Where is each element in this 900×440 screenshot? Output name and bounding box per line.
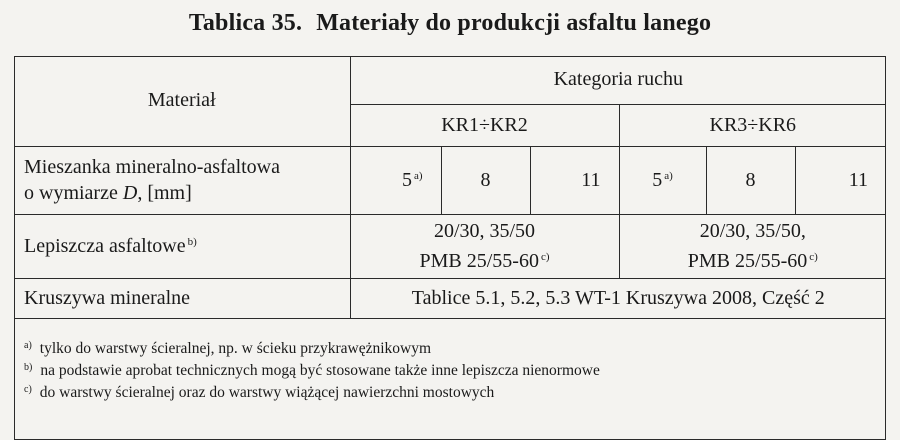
mix-label-var: D	[122, 182, 138, 204]
cell-g2-size-1: 5 $^{a)}$	[619, 146, 706, 214]
cell-g1-size-3: 11	[530, 146, 619, 214]
footnote-c: $^{c)}$ do warstwy ścieralnej oraz do warstwy wiążącej nawierzchni mostowych	[24, 384, 495, 401]
table-number: Tablica 35.	[188, 10, 303, 36]
footnote-ref-c: c)	[809, 251, 818, 263]
cell-binder-g1: 20/30, 35/50 PMB 25/55-60 $^{c)}$	[350, 214, 619, 278]
row-label-aggregate: Kruszywa mineralne	[14, 278, 350, 318]
footnote-ref-a: a)	[664, 169, 673, 182]
cell-g1-size-2: 8	[441, 146, 530, 214]
footnote-ref-c: c)	[540, 251, 550, 263]
cell-g1-size-1: 5 $^{a)}$	[350, 146, 441, 214]
materials-table	[14, 56, 886, 319]
table-title	[0, 10, 900, 37]
footnote-b: $^{b)}$ na podstawie aprobat technicznych mogą być stosowane także inne lepiszcza nienormowe	[24, 362, 600, 379]
mix-label-line1: Mieszanka mineralno-asfaltowa	[24, 156, 281, 178]
footnote-ref-a: a)	[413, 169, 423, 182]
footnote-a: $^{a)}$ tylko do warstwy ścieralnej, np. w ścieku przykrawężnikowym	[24, 340, 432, 357]
cell-g2-size-3: 11	[795, 146, 886, 214]
header-material: Materiał	[14, 56, 350, 146]
cell-binder-g2: 20/30, 35/50, PMB 25/55-60 $^{c)}$	[619, 214, 886, 278]
cell-g2-size-2: 8	[706, 146, 795, 214]
row-label-mix	[14, 146, 350, 214]
row-label-binder: Lepiszcza asfaltowe $^{b)}$	[14, 214, 350, 278]
header-traffic-category: Kategoria ruchu	[350, 56, 886, 104]
cell-aggregate-value: Tablice 5.1, 5.2, 5.3 WT-1 Kruszywa 2008, Część 2	[350, 278, 886, 318]
table-caption: Materiały do produkcji asfaltu lanego	[316, 10, 712, 36]
mix-label-line2-pre: o wymiarze	[24, 182, 123, 204]
mix-label-line2-post: , [mm]	[137, 182, 192, 204]
footnotes	[24, 336, 884, 402]
footnote-ref-b: b)	[187, 235, 197, 248]
header-group-kr1-kr2: KR1÷KR2	[350, 104, 619, 146]
header-group-kr3-kr6: KR3÷KR6	[619, 104, 886, 146]
